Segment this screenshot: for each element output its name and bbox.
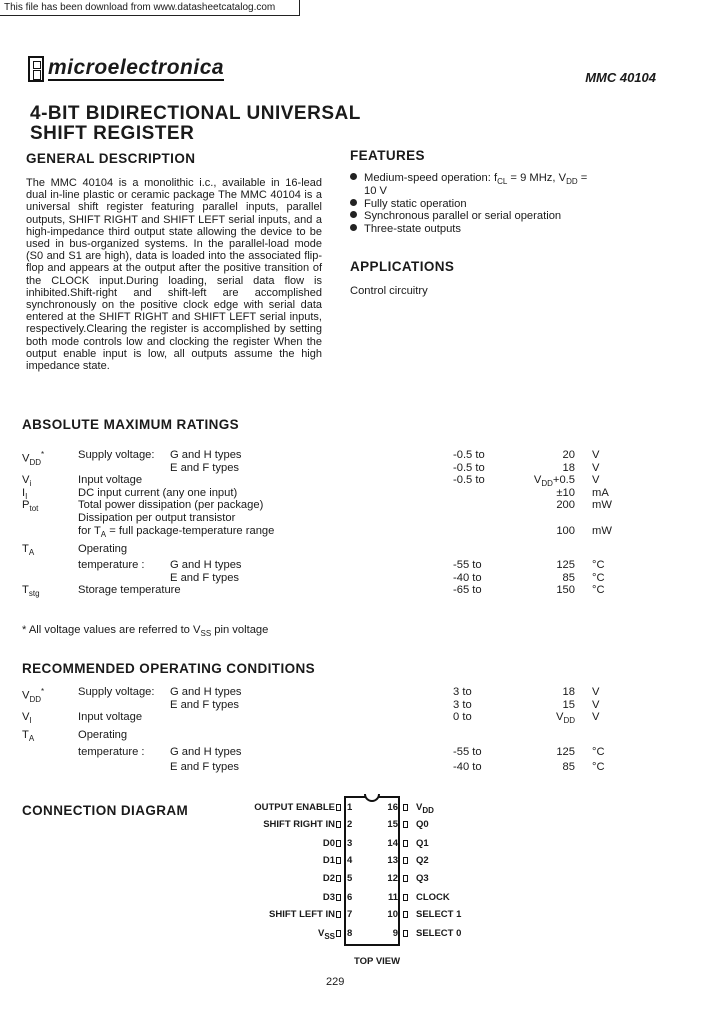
row-max-value: 125: [556, 746, 575, 758]
bullet-icon: [350, 173, 357, 180]
applications-heading: APPLICATIONS: [350, 259, 455, 274]
feature-item: Synchronous parallel or serial operation: [350, 210, 561, 223]
pin-number: 10: [387, 909, 398, 920]
row-condition: G and H types: [170, 449, 242, 461]
pin-label: SELECT 0: [416, 928, 462, 939]
row-min-value: 0 to: [453, 711, 472, 723]
pin-number: 8: [347, 928, 353, 939]
row-max-value: 150: [556, 584, 575, 596]
pin-label: OUTPUT ENABLE: [254, 802, 335, 813]
pin-lead: [403, 821, 408, 828]
row-unit: mW: [592, 525, 612, 537]
general-description-text: The MMC 40104 is a monolithic i.c., available in 16-lead dual in-line plastic or ceramic package The MMC 40104 is a universal shift register featuring parallel inputs, parallel outputs, SHIFT RIGHT and SHIFT LEFT serial inputs, and a high-impedance third output state allowing the device to be used in bus-organized systems. In the parallel-load mode (S0 and S1 are high), data is loaded into the associated flip-flop and appears at the output after the positive transition of the CLOCK input.During loading, serial data flow is inhibited.Shift-right and shift-left are accomplished synchronously on the positive clock edge with serial data entered at the SHIFT RIGHT and SHIFT LEFT serial inputs, respectively.Clearing the register is accomplished by setting both mode controls low and clocking the register When the output enable input is low, all outputs assume the high impedance state.: [26, 177, 322, 373]
bullet-icon: [350, 211, 357, 218]
pin-number: 16: [387, 802, 398, 813]
row-min-value: -55 to: [453, 559, 482, 571]
general-description-heading: GENERAL DESCRIPTION: [26, 151, 196, 166]
row-condition: G and H types: [170, 559, 242, 571]
pin-label: D1: [322, 855, 335, 866]
pin-lead: [403, 875, 408, 882]
page-title: [30, 104, 361, 144]
row-min-value: -55 to: [453, 746, 482, 758]
row-symbol: $V_i$: [22, 474, 32, 489]
row-min-value: -40 to: [453, 572, 482, 584]
applications-text: Control circuitry: [350, 285, 428, 297]
pin-lead: [336, 911, 341, 918]
row-parameter: temperature :: [78, 559, 145, 571]
row-max-value: 18: [562, 686, 575, 698]
row-min-value: -0.5 to: [453, 474, 485, 486]
pin-lead: [336, 875, 341, 882]
pin-number: 3: [347, 838, 353, 849]
pin-number: 6: [347, 892, 353, 903]
row-symbol: $P_{tot}$: [22, 499, 39, 514]
row-unit: V: [592, 699, 600, 711]
row-max-value: $V_{DD}$: [555, 711, 575, 726]
row-unit: mA: [592, 487, 609, 499]
abs-max-heading: ABSOLUTE MAXIMUM RATINGS: [22, 417, 240, 432]
voltage-footnote: * All voltage values are referred to $V_{SS}$ pin voltage: [22, 624, 269, 639]
row-unit: V: [592, 449, 600, 461]
pin-number: 9: [392, 928, 398, 939]
row-parameter: for $T_A$ = full package-temperature range: [78, 525, 275, 540]
row-max-value: ±10: [556, 487, 575, 499]
company-logo: [28, 56, 224, 82]
row-symbol: $T_{stg}$: [22, 584, 40, 599]
feature-item: Fully static operation: [350, 198, 467, 211]
pin-lead: [403, 804, 408, 811]
pin-lead: [336, 804, 341, 811]
pin-label: Q2: [416, 855, 429, 866]
pin-number: 15: [387, 819, 398, 830]
row-unit: °C: [592, 761, 605, 773]
row-max-value: 125: [556, 559, 575, 571]
row-condition: E and F types: [170, 462, 240, 474]
pin-lead: [336, 894, 341, 901]
feature-item: Three-state outputs: [350, 223, 461, 236]
row-parameter: Input voltage: [78, 474, 143, 486]
part-number: MMC 40104: [585, 70, 656, 85]
row-condition: G and H types: [170, 686, 242, 698]
pin-number: 11: [387, 892, 398, 903]
row-unit: V: [592, 474, 600, 486]
pin-label: Q1: [416, 838, 429, 849]
pin-number: 13: [387, 855, 398, 866]
logo-mark-icon: [28, 56, 44, 82]
pin-label: Q0: [416, 819, 429, 830]
row-max-value: 18: [562, 462, 575, 474]
row-symbol: $V_I$: [22, 711, 32, 726]
row-max-value: 85: [562, 761, 575, 773]
row-symbol: $V_{DD}^*$: [22, 687, 45, 704]
pin-lead: [336, 930, 341, 937]
pin-lead: [403, 857, 408, 864]
pin-number: 1: [347, 802, 353, 813]
row-unit: °C: [592, 559, 605, 571]
row-min-value: 3 to: [453, 699, 472, 711]
row-max-value: 100: [556, 525, 575, 537]
connection-diagram-heading: CONNECTION DIAGRAM: [22, 803, 189, 818]
download-banner: This file has been download from www.datasheetcatalog.com: [0, 0, 300, 16]
pin-label: CLOCK: [416, 892, 450, 903]
pin-number: 14: [387, 838, 398, 849]
title-line-1: 4-BIT BIDIRECTIONAL UNIVERSAL: [30, 103, 361, 124]
pin-label: D0: [322, 838, 335, 849]
row-unit: V: [592, 711, 600, 723]
row-symbol: $V_{DD}^*$: [22, 450, 45, 467]
pin-lead: [403, 911, 408, 918]
pin-label: $V_{SS}$: [317, 928, 335, 941]
row-parameter: Storage temperature: [78, 584, 181, 596]
pin-lead: [336, 821, 341, 828]
pin-lead: [403, 930, 408, 937]
row-unit: mW: [592, 499, 612, 511]
pin-label: D3: [322, 892, 335, 903]
page-number: 229: [326, 976, 345, 988]
bullet-icon: [350, 224, 357, 231]
pin-number: 12: [387, 873, 398, 884]
row-min-value: -0.5 to: [453, 449, 485, 461]
row-parameter: Supply voltage:: [78, 686, 155, 698]
top-view-caption: TOP VIEW: [354, 956, 401, 967]
row-unit: °C: [592, 584, 605, 596]
pin-lead: [336, 857, 341, 864]
row-symbol: $T_A$: [22, 543, 35, 558]
row-condition: E and F types: [170, 761, 240, 773]
title-line-2: SHIFT REGISTER: [30, 123, 195, 144]
row-max-value: 20: [562, 449, 575, 461]
row-unit: °C: [592, 572, 605, 584]
row-max-value: 85: [562, 572, 575, 584]
feature-item: Medium-speed operation: $f_{CL} = 9$ MHz, $V_{DD}$ =: [350, 172, 587, 188]
row-condition: G and H types: [170, 746, 242, 758]
pin-number: 7: [347, 909, 353, 920]
row-max-value: 200: [556, 499, 575, 511]
pin-number: 2: [347, 819, 353, 830]
row-parameter: Total power dissipation (per package): [78, 499, 264, 511]
row-parameter: Dissipation per output transistor: [78, 512, 236, 524]
pin-lead: [403, 840, 408, 847]
features-heading: FEATURES: [350, 148, 425, 163]
row-unit: V: [592, 686, 600, 698]
row-unit: V: [592, 462, 600, 474]
pin-label: SHIFT RIGHT IN: [263, 819, 335, 830]
row-parameter: Input voltage: [78, 711, 143, 723]
row-parameter: Supply voltage:: [78, 449, 155, 461]
row-symbol: $I_I$: [22, 487, 28, 502]
pin-label: Q3: [416, 873, 429, 884]
feature-item-continued: 10 V: [364, 185, 388, 197]
pin-label: D2: [322, 873, 335, 884]
pin-label: SHIFT LEFT IN: [269, 909, 335, 920]
row-parameter: DC input current (any one input): [78, 487, 238, 499]
row-unit: °C: [592, 746, 605, 758]
bullet-icon: [350, 199, 357, 206]
pin-number: 5: [347, 873, 353, 884]
row-min-value: -65 to: [453, 584, 482, 596]
row-symbol: $T_A$: [22, 729, 35, 744]
row-parameter: temperature :: [78, 746, 145, 758]
row-min-value: -40 to: [453, 761, 482, 773]
row-condition: E and F types: [170, 699, 240, 711]
pin-number: 4: [347, 855, 353, 866]
row-min-value: 3 to: [453, 686, 472, 698]
row-condition: E and F types: [170, 572, 240, 584]
pin-lead: [403, 894, 408, 901]
row-max-value: $V_{DD}+0.5$: [533, 474, 575, 489]
logo-text: microelectronica: [48, 56, 225, 79]
row-parameter: Operating: [78, 543, 128, 555]
pin-label: SELECT 1: [416, 909, 462, 920]
rec-op-heading: RECOMMENDED OPERATING CONDITIONS: [22, 661, 316, 676]
row-parameter: Operating: [78, 729, 128, 741]
row-min-value: -0.5 to: [453, 462, 485, 474]
pin-label: $V_{DD}$: [416, 802, 434, 815]
pin-lead: [336, 840, 341, 847]
row-max-value: 15: [562, 699, 575, 711]
